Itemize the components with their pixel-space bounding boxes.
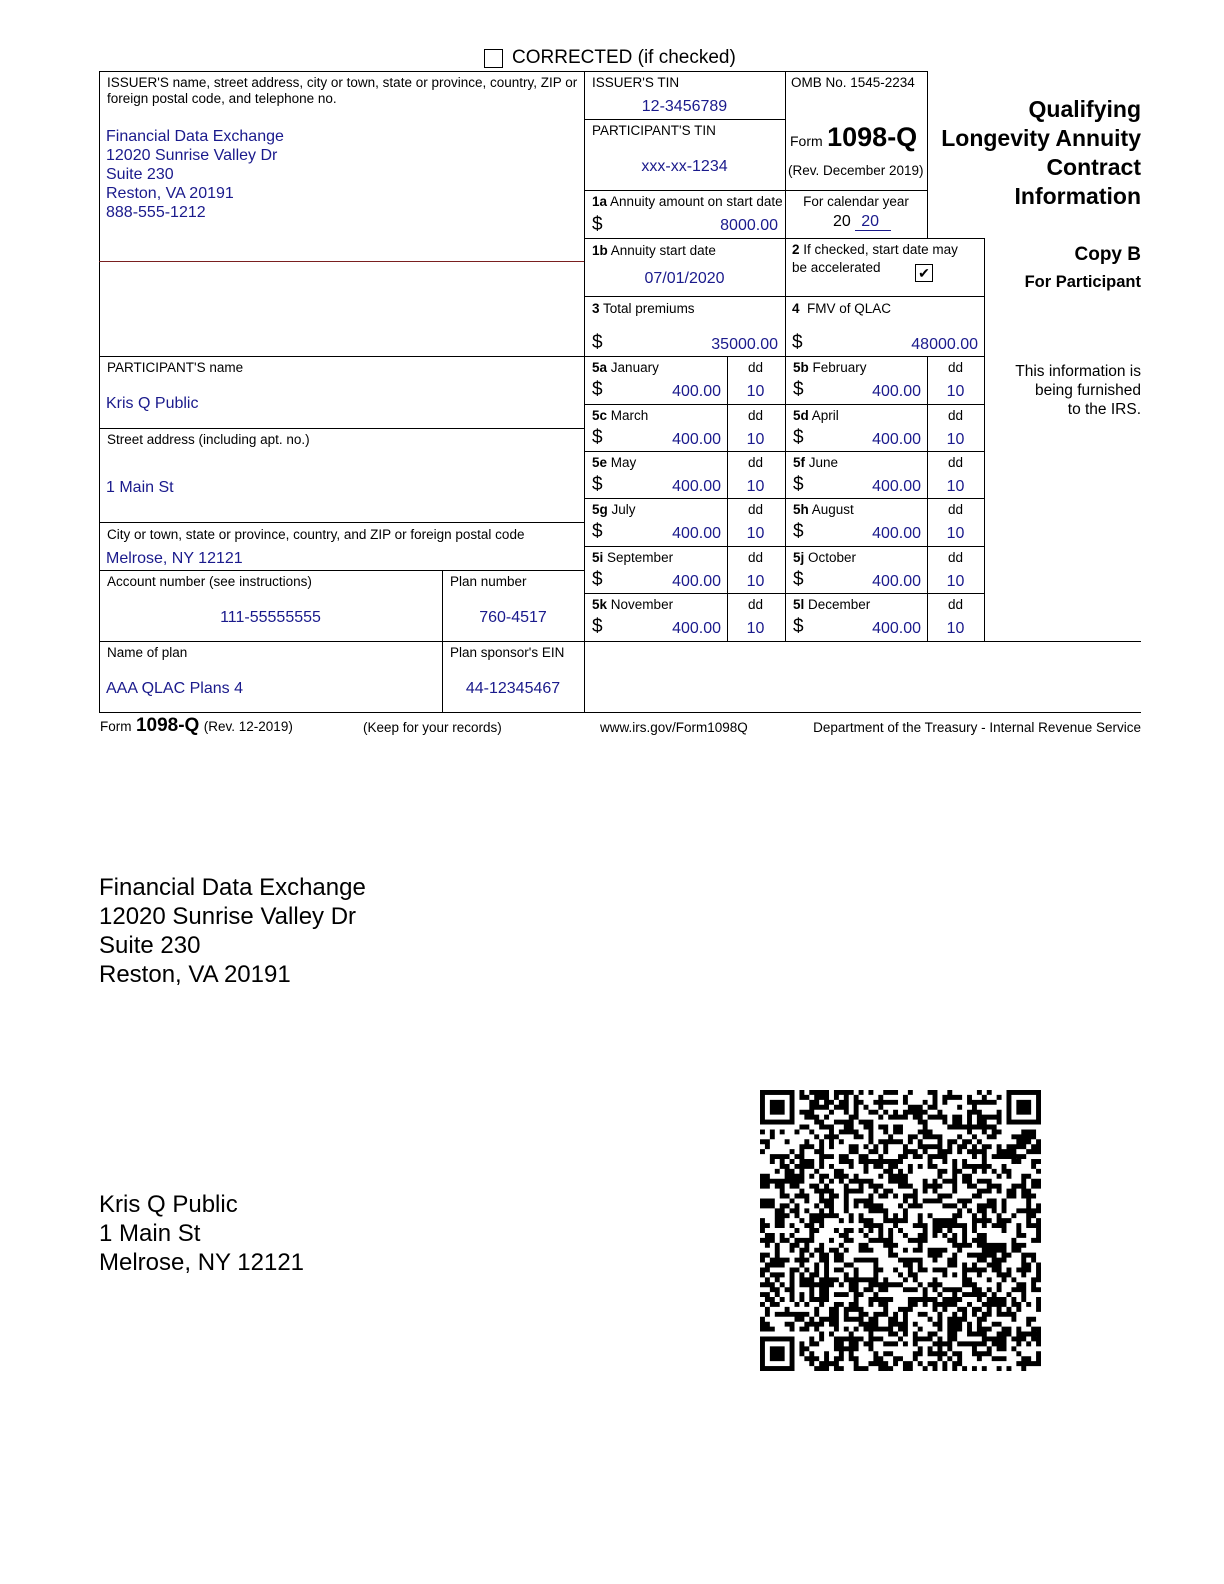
mailing-to <box>99 1190 304 1277</box>
month-amount[interactable]: 400.00 <box>672 620 721 637</box>
month-dollar: $ <box>793 474 804 495</box>
calendar-year-prefix: 20 <box>833 213 851 230</box>
participant-tin-value[interactable]: xxx-xx-1234 <box>641 158 728 175</box>
issuer-info <box>106 127 284 222</box>
issuer-name: Financial Data Exchange <box>106 128 284 145</box>
dd-label: dd <box>747 502 764 517</box>
box-4-num: 4 <box>792 301 800 316</box>
box-1a-text: Annuity amount on start date <box>610 194 783 209</box>
month-label-5j <box>793 550 856 566</box>
dd-value[interactable]: 10 <box>946 478 965 495</box>
participant-name-value[interactable]: Kris Q Public <box>106 395 199 412</box>
box-2-num: 2 <box>792 242 800 257</box>
dd-label: dd <box>947 360 964 375</box>
box-3-num: 3 <box>592 301 600 316</box>
footer-form-id <box>100 715 293 737</box>
month-num: 5c <box>592 408 608 423</box>
month-dollar: $ <box>793 427 804 448</box>
month-label-5k <box>592 597 673 613</box>
box-1b-text: Annuity start date <box>610 243 716 258</box>
month-label-5h <box>793 502 854 518</box>
form-revision: (Rev. December 2019) <box>788 163 924 178</box>
plan-number-value[interactable]: 760-4517 <box>479 609 547 626</box>
month-label-5f <box>793 455 838 471</box>
dd-value[interactable]: 10 <box>746 525 765 542</box>
month-dollar: $ <box>793 379 804 400</box>
title-line-4: Information <box>1014 183 1141 209</box>
form-prefix: Form <box>790 133 823 149</box>
plan-name-value[interactable]: AAA QLAC Plans 4 <box>106 680 243 697</box>
month-amount[interactable]: 400.00 <box>872 573 921 590</box>
street-label: Street address (including apt. no.) <box>107 432 310 447</box>
issuer-tin-value[interactable]: 12-3456789 <box>641 98 728 115</box>
omb-number: OMB No. 1545-2234 <box>791 75 915 90</box>
issuer-city: Reston, VA 20191 <box>106 185 234 202</box>
month-num: 5e <box>592 455 608 470</box>
month-name: December <box>808 597 871 612</box>
dd-value[interactable]: 10 <box>946 383 965 400</box>
month-dollar: $ <box>793 616 804 637</box>
month-label-5a <box>592 360 659 376</box>
corrected-checkbox[interactable] <box>484 49 503 68</box>
title-line-3: Contract <box>1046 154 1141 180</box>
dd-value[interactable]: 10 <box>746 478 765 495</box>
month-amount[interactable]: 400.00 <box>872 525 921 542</box>
month-dollar: $ <box>793 569 804 590</box>
month-dollar: $ <box>592 427 603 448</box>
form-id <box>790 122 917 153</box>
month-label-5l <box>793 597 870 613</box>
month-amount[interactable]: 400.00 <box>672 525 721 542</box>
form-number: 1098-Q <box>827 122 918 152</box>
street-value[interactable]: 1 Main St <box>106 479 174 496</box>
mailing-from-line-3: Suite 230 <box>99 932 201 959</box>
box-3-text: Total premiums <box>603 301 695 316</box>
month-amount[interactable]: 400.00 <box>872 478 921 495</box>
dd-label: dd <box>747 597 764 612</box>
dd-value[interactable]: 10 <box>946 525 965 542</box>
dd-value[interactable]: 10 <box>946 573 965 590</box>
corrected-label: CORRECTED (if checked) <box>512 47 736 68</box>
mailing-from-line-4: Reston, VA 20191 <box>99 961 291 988</box>
title-line-2: Longevity Annuity <box>941 125 1141 151</box>
month-name: June <box>808 455 839 470</box>
month-num: 5a <box>592 360 608 375</box>
month-num: 5d <box>793 408 809 423</box>
account-label: Account number (see instructions) <box>107 574 312 589</box>
month-label-5g <box>592 502 636 518</box>
dd-label: dd <box>947 408 964 423</box>
copy-title: Copy B <box>1074 244 1141 265</box>
box-4-value[interactable]: 48000.00 <box>911 336 978 353</box>
accelerated-checkbox[interactable] <box>915 264 933 282</box>
city-value[interactable]: Melrose, NY 12121 <box>106 550 243 567</box>
mailing-to-line-1: Kris Q Public <box>99 1191 238 1218</box>
month-num: 5j <box>793 550 805 565</box>
box-1a-value[interactable]: 8000.00 <box>720 217 778 234</box>
month-dollar: $ <box>592 379 603 400</box>
dd-label: dd <box>747 455 764 470</box>
irs-note <box>990 362 1141 419</box>
month-name: March <box>610 408 649 423</box>
irs-note-line-2: being furnished <box>1035 382 1141 399</box>
participant-tin-label: PARTICIPANT'S TIN <box>592 123 716 138</box>
footer-rev: (Rev. 12-2019) <box>203 719 293 734</box>
mailing-from-line-1: Financial Data Exchange <box>99 874 366 901</box>
issuer-label: ISSUER'S name, street address, city or town, state or province, country, ZIP or foreign postal code, and telephone no. <box>107 75 578 106</box>
month-name: October <box>808 550 857 565</box>
month-name: April <box>811 408 839 423</box>
month-name: February <box>812 360 867 375</box>
month-dollar: $ <box>592 616 603 637</box>
dd-label: dd <box>947 597 964 612</box>
footer-form-number: 1098-Q <box>135 715 200 736</box>
month-label-5b <box>793 360 867 376</box>
dd-value[interactable]: 10 <box>746 383 765 400</box>
dd-label: dd <box>947 502 964 517</box>
month-name: July <box>611 502 636 517</box>
footer-keep: (Keep for your records) <box>363 720 502 735</box>
dd-label: dd <box>747 550 764 565</box>
month-amount[interactable]: 400.00 <box>672 383 721 400</box>
sponsor-ein-label: Plan sponsor's EIN <box>450 645 565 660</box>
month-amount[interactable]: 400.00 <box>872 431 921 448</box>
month-amount[interactable]: 400.00 <box>672 431 721 448</box>
month-amount[interactable]: 400.00 <box>872 383 921 400</box>
plan-name-label: Name of plan <box>107 645 188 660</box>
mailing-from <box>99 873 366 989</box>
month-num: 5i <box>592 550 604 565</box>
month-num: 5h <box>793 502 809 517</box>
issuer-phone: 888-555-1212 <box>106 204 206 221</box>
box-1a-num: 1a <box>592 194 608 209</box>
account-value[interactable]: 111-55555555 <box>220 609 321 626</box>
box-4-dollar: $ <box>792 332 803 353</box>
dd-value[interactable]: 10 <box>746 573 765 590</box>
issuer-street: 12020 Sunrise Valley Dr <box>106 147 278 164</box>
dd-value[interactable]: 10 <box>746 620 765 637</box>
box-2-text-2: be accelerated <box>792 260 881 275</box>
calendar-year-label: For calendar year <box>803 194 909 209</box>
box-1b-num: 1b <box>592 243 608 258</box>
participant-name-label: PARTICIPANT'S name <box>107 360 244 375</box>
calendar-year-value[interactable]: 20 <box>855 213 891 231</box>
month-amount[interactable]: 400.00 <box>672 573 721 590</box>
month-name: September <box>607 550 674 565</box>
dd-label: dd <box>947 455 964 470</box>
calendar-year <box>833 213 891 231</box>
month-name: May <box>610 455 637 470</box>
irs-note-line-3: to the IRS. <box>1067 401 1141 418</box>
month-num: 5f <box>793 455 806 470</box>
box-2-text-1: If checked, start date may <box>803 242 958 257</box>
month-label-5e <box>592 455 636 471</box>
city-label: City or town, state or province, country, and ZIP or foreign postal code <box>107 527 525 542</box>
dd-label: dd <box>947 550 964 565</box>
month-amount[interactable]: 400.00 <box>872 620 921 637</box>
month-name: August <box>811 502 854 517</box>
box-3-label <box>592 301 695 317</box>
dd-label: dd <box>747 408 764 423</box>
box-3-dollar: $ <box>592 332 603 353</box>
month-dollar: $ <box>592 569 603 590</box>
month-dollar: $ <box>592 474 603 495</box>
irs-note-line-1: This information is <box>1015 363 1141 380</box>
title-line-1: Qualifying <box>1028 96 1141 122</box>
plan-number-label: Plan number <box>450 574 527 589</box>
month-num: 5l <box>793 597 805 612</box>
mailing-from-line-2: 12020 Sunrise Valley Dr <box>99 903 357 930</box>
check-mark-icon: ✔ <box>918 265 930 281</box>
month-label-5c <box>592 408 648 424</box>
month-name: January <box>610 360 659 375</box>
dd-value[interactable]: 10 <box>746 431 765 448</box>
qr-code-icon <box>760 1090 1041 1371</box>
footer-dept: Department of the Treasury - Internal Revenue Service <box>813 720 1141 735</box>
box-3-value[interactable]: 35000.00 <box>711 336 778 353</box>
month-amount[interactable]: 400.00 <box>672 478 721 495</box>
month-name: November <box>610 597 674 612</box>
month-num: 5g <box>592 502 608 517</box>
mailing-to-line-2: 1 Main St <box>99 1220 201 1247</box>
dd-value[interactable]: 10 <box>946 431 965 448</box>
issuer-tin-label: ISSUER'S TIN <box>592 75 680 90</box>
box-4-label <box>792 301 891 317</box>
month-dollar: $ <box>793 521 804 542</box>
month-dollar: $ <box>592 521 603 542</box>
issuer-suite: Suite 230 <box>106 166 174 183</box>
footer-url[interactable]: www.irs.gov/Form1098Q <box>600 720 748 735</box>
sponsor-ein-value[interactable]: 44-12345467 <box>465 680 561 697</box>
mailing-to-line-3: Melrose, NY 12121 <box>99 1249 305 1276</box>
footer-form-prefix: Form <box>100 719 132 734</box>
box-1a-label <box>592 194 783 210</box>
box-1b-value[interactable]: 07/01/2020 <box>644 270 725 287</box>
dd-label: dd <box>747 360 764 375</box>
box-1b-label <box>592 243 716 259</box>
month-num: 5b <box>793 360 809 375</box>
box-1a-dollar: $ <box>592 214 603 235</box>
month-label-5i <box>592 550 673 566</box>
form-title <box>930 95 1141 211</box>
month-label-5d <box>793 408 839 424</box>
box-4-text: FMV of QLAC <box>807 301 892 316</box>
copy-subtitle: For Participant <box>1024 273 1141 291</box>
dd-value[interactable]: 10 <box>946 620 965 637</box>
month-num: 5k <box>592 597 608 612</box>
